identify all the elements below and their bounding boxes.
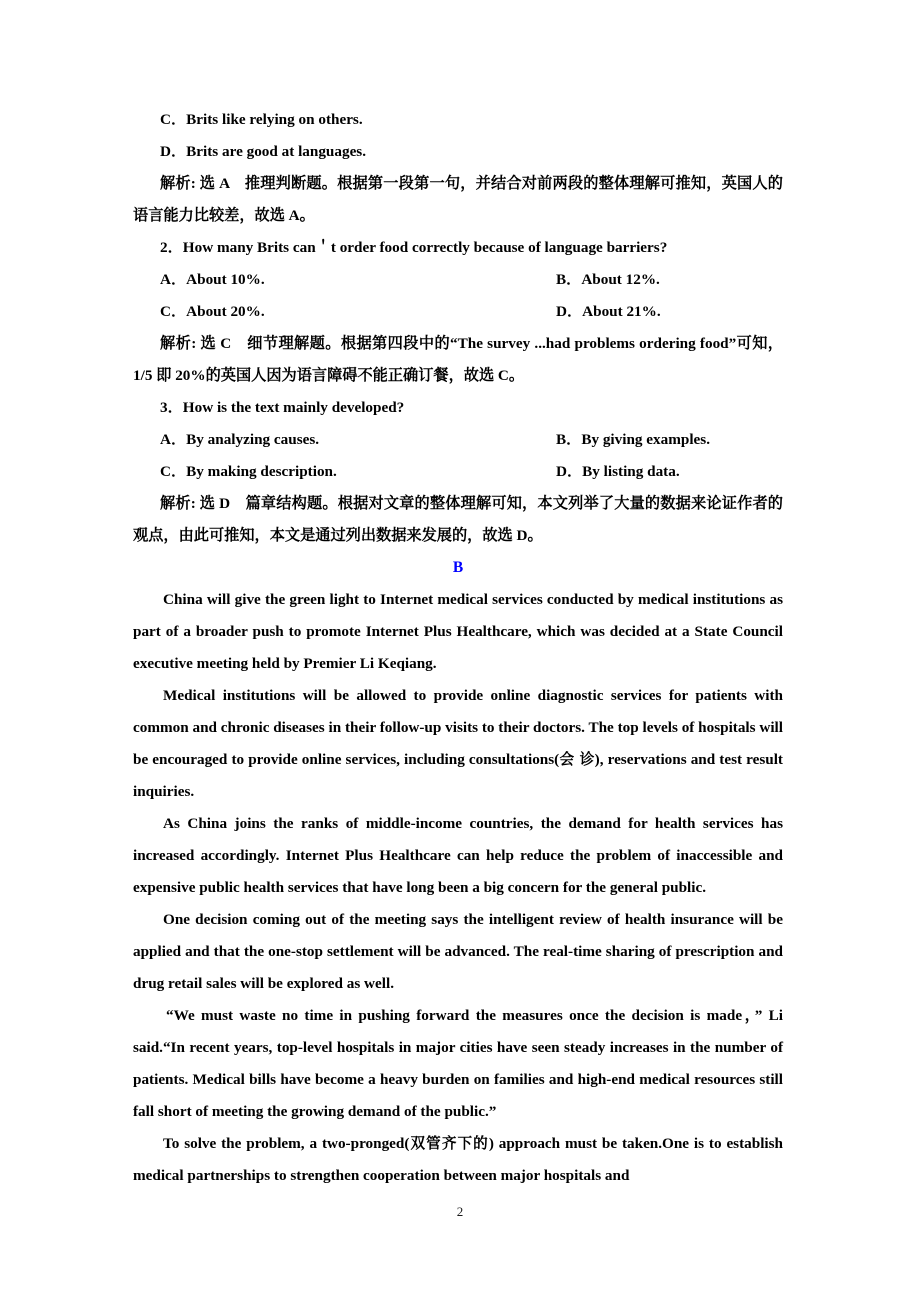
question-1-option-c[interactable]: C．Brits like relying on others. [160, 111, 363, 128]
question-2-option-a[interactable]: A．About 10%. [160, 271, 265, 288]
explanation-question-2: 解析: 选 C 细节理解题。根据第四段中的“The survey ...had problems ordering food”可知，1/5 即 20%的英国人因为语言障碍不能正确订餐，故选 C。 [133, 335, 783, 384]
passage-paragraph-6-cjk-gloss: 双管齐下的 [409, 1135, 489, 1152]
question-2-options-row-2 [133, 296, 783, 328]
passage-section-letter-b: B [452, 559, 464, 576]
passage-paragraph-6-pre: To solve the problem, a two-pronged( [163, 1135, 410, 1152]
explanation-question-3: 解析: 选 D 篇章结构题。根据对文章的整体理解可知，本文列举了大量的数据来论证作者的观点，由此可推知，本文是通过列出数据来发展的，故选 D。 [133, 495, 783, 544]
question-1-option-d[interactable]: D．Brits are good at languages. [160, 143, 367, 160]
page-content [133, 104, 783, 1192]
question-3-option-d[interactable]: D．By listing data. [556, 463, 680, 480]
question-3-option-c[interactable]: C．By making description. [160, 463, 337, 480]
passage-paragraph-2-cjk-gloss: 会 诊 [559, 751, 595, 768]
passage-paragraph-6 [133, 1128, 783, 1192]
passage-paragraph-6-post: ) approach must be taken.One is to establish medical partnerships to strengthen cooperation between major hospitals and [133, 1135, 783, 1184]
question-3-options-row-1 [133, 424, 783, 456]
passage-paragraph-5: “We must waste no time in pushing forward the measures once the decision is made，” Li said.“In recent years, top-level hospitals in major cities have seen steady increases in the number of patients. Medical bills have become a heavy burden on families and high-end medical resources still fall short of meeting the growing demand of the public.” [133, 1007, 783, 1120]
page-number: 2 [456, 1204, 464, 1219]
question-2-option-c[interactable]: C．About 20%. [160, 303, 265, 320]
passage-paragraph-1: China will give the green light to Internet medical services conducted by medical institutions as part of a broader push to promote Internet Plus Healthcare, which was decided at a State Council executive meeting held by Premier Li Keqiang. [133, 591, 783, 672]
question-3-stem: 3．How is the text mainly developed? [160, 399, 405, 416]
passage-paragraph-2-post: ), reservations and test result inquiries. [133, 751, 783, 800]
passage-paragraph-2 [133, 680, 783, 808]
question-3-options-row-2 [133, 456, 783, 488]
question-2-stem: 2．How many Brits can＇t order food correctly because of language barriers? [160, 239, 668, 256]
passage-paragraph-4: One decision coming out of the meeting says the intelligent review of health insurance will be applied and that the one-stop settlement will be advanced. The real-time sharing of prescription and drug retail sales will be explored as well. [133, 911, 783, 992]
passage-paragraph-2-pre: Medical institutions will be allowed to provide online diagnostic services for patients with common and chronic diseases in their follow-up visits to their doctors. The top levels of hospitals will be encouraged to provide online services, including consultations( [133, 687, 783, 768]
question-2-options-row-1 [133, 264, 783, 296]
question-2-option-d[interactable]: D．About 21%. [556, 303, 661, 320]
passage-paragraph-3: As China joins the ranks of middle-income countries, the demand for health services has increased accordingly. Internet Plus Healthcare can help reduce the problem of inaccessible and expensive public health services that have long been a big concern for the general public. [133, 815, 783, 896]
question-3-option-a[interactable]: A．By analyzing causes. [160, 431, 320, 448]
question-2-option-b[interactable]: B．About 12%. [556, 271, 660, 288]
explanation-question-1: 解析: 选 A 推理判断题。根据第一段第一句，并结合对前两段的整体理解可推知，英国人的语言能力比较差，故选 A。 [133, 175, 783, 224]
question-3-option-b[interactable]: B．By giving examples. [556, 431, 710, 448]
